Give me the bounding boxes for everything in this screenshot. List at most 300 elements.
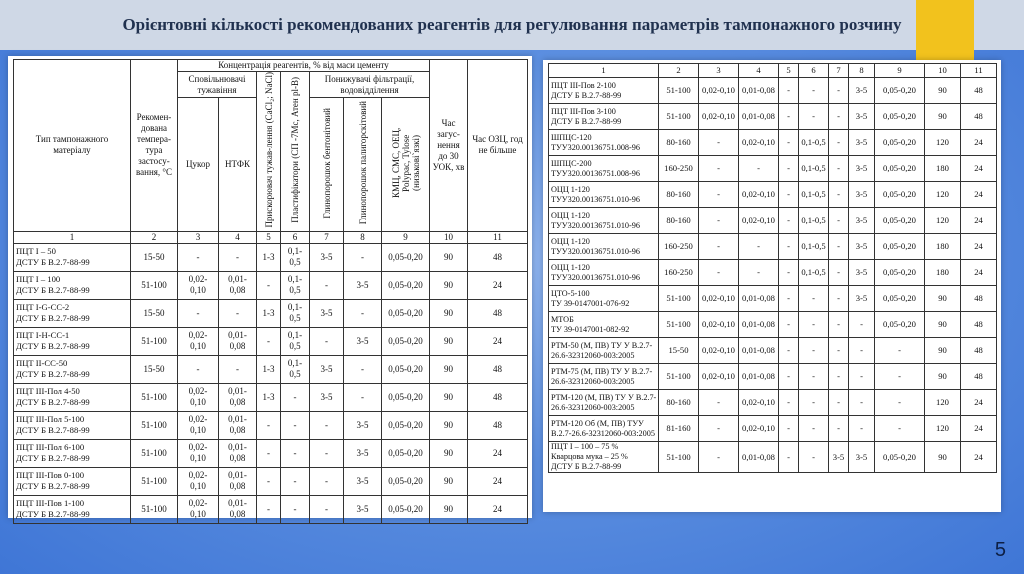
cell-text: 0,01-0,08 bbox=[742, 85, 775, 95]
cell-col7 bbox=[829, 208, 849, 234]
cell-text: 0,05-0,20 bbox=[388, 279, 423, 290]
cell-ntfk bbox=[739, 312, 779, 338]
cell-text: 0,05-0,20 bbox=[883, 241, 916, 251]
cell-text: 0,02-0,10 bbox=[702, 371, 735, 381]
cell-text: - bbox=[267, 335, 270, 346]
cell-plasticizer bbox=[281, 271, 310, 299]
cell-temp bbox=[659, 286, 699, 312]
cell-col6 bbox=[799, 390, 829, 416]
cell-text: 0,1-0,5 bbox=[801, 241, 826, 251]
cell-text: 15-50 bbox=[668, 345, 689, 355]
cell-text: - bbox=[837, 423, 840, 433]
cell-oztc bbox=[468, 327, 528, 355]
cell-col7 bbox=[829, 286, 849, 312]
cell-thickening bbox=[925, 364, 961, 390]
cell-text: 0,10 bbox=[190, 509, 206, 520]
cell-text: 3-5 bbox=[855, 241, 868, 251]
cell-col5 bbox=[779, 130, 799, 156]
cell-col7 bbox=[829, 338, 849, 364]
cell-text: 0,01-0,08 bbox=[742, 451, 775, 462]
cell-text: 3-5 bbox=[356, 475, 369, 486]
cell-text: 48 bbox=[974, 85, 983, 95]
cell-col9 bbox=[875, 338, 925, 364]
cell-text: - bbox=[860, 397, 863, 407]
cell-col8 bbox=[849, 234, 875, 260]
cell-text: 24 bbox=[974, 189, 983, 199]
cell-text: 48 bbox=[974, 319, 983, 329]
cell-text: 0,02-0,10 bbox=[742, 189, 775, 199]
cell-text: - bbox=[757, 267, 760, 277]
cell-bentonite bbox=[310, 411, 344, 439]
cell-text: ОЦЦ 1-120 bbox=[551, 210, 590, 220]
cell-text: 24 bbox=[493, 279, 503, 290]
cell-sugar bbox=[178, 299, 219, 327]
cell-ntfk bbox=[739, 390, 779, 416]
cell-text: 90 bbox=[444, 503, 454, 514]
cell-material bbox=[549, 234, 659, 260]
cell-ntfk bbox=[219, 299, 257, 327]
cell-col5 bbox=[779, 260, 799, 286]
cell-col8 bbox=[849, 130, 875, 156]
header-temp: Рекомен-дована темпера-тура застосу-вання, °С bbox=[131, 60, 178, 232]
cell-text: 0,05-0,20 bbox=[883, 85, 916, 95]
cell-temp bbox=[131, 299, 178, 327]
cell-text: 0,05-0,20 bbox=[388, 419, 423, 430]
cell-text: - bbox=[787, 189, 790, 199]
cell-text: - bbox=[837, 215, 840, 225]
cell-thickening bbox=[925, 286, 961, 312]
cell-text: 90 bbox=[444, 363, 454, 374]
cell-col9 bbox=[875, 234, 925, 260]
cell-ntfk bbox=[739, 364, 779, 390]
cell-text: 3-5 bbox=[855, 451, 868, 462]
cell-plasticizer bbox=[281, 439, 310, 467]
cell-material bbox=[14, 495, 131, 523]
cell-text: - bbox=[757, 163, 760, 173]
cell-text: - bbox=[236, 251, 239, 262]
cell-text: ТУУ320.00136751.008-96 bbox=[551, 142, 640, 152]
cell-text: - bbox=[898, 423, 901, 433]
cell-text: 48 bbox=[493, 419, 503, 430]
cell-text: ЦТО-5-100 bbox=[551, 288, 590, 298]
cell-col9 bbox=[875, 78, 925, 104]
cell-text: 90 bbox=[444, 447, 454, 458]
cell-oztc bbox=[961, 364, 997, 390]
cell-text: - bbox=[812, 111, 815, 121]
cell-ntfk bbox=[739, 442, 779, 473]
cell-col8 bbox=[849, 416, 875, 442]
cell-temp bbox=[131, 355, 178, 383]
cell-text: РТМ-120 (М, ПВ) ТУ У В.2.7- bbox=[551, 392, 657, 402]
cell-text: 0,02-0,10 bbox=[742, 423, 775, 433]
cell-text: - bbox=[361, 307, 364, 318]
cell-sugar bbox=[699, 234, 739, 260]
cell-text: ДСТУ Б В.2.7-88-99 bbox=[16, 285, 90, 296]
cell-col6 bbox=[799, 78, 829, 104]
cell-sugar bbox=[699, 390, 739, 416]
cell-temp bbox=[659, 260, 699, 286]
cell-text: - bbox=[787, 137, 790, 147]
table-row bbox=[14, 299, 528, 327]
cell-text: - bbox=[717, 215, 720, 225]
cell-text: 0,10 bbox=[190, 341, 206, 352]
cell-material bbox=[549, 286, 659, 312]
cell-accelerator bbox=[257, 439, 281, 467]
cell-ntfk bbox=[739, 182, 779, 208]
cell-col7 bbox=[829, 364, 849, 390]
cell-text: 0,02-0,10 bbox=[702, 293, 735, 303]
cell-text: ОЦЦ 1-120 bbox=[551, 184, 590, 194]
cell-col6 bbox=[799, 286, 829, 312]
cell-text: РТМ-120 Об (М, ПВ) ТУУ bbox=[551, 418, 644, 428]
cell-text: 48 bbox=[974, 293, 983, 303]
cell-material bbox=[549, 182, 659, 208]
cell-cmc bbox=[382, 355, 430, 383]
cell-ntfk bbox=[219, 495, 257, 523]
cell-text: 3-5 bbox=[832, 451, 845, 462]
cell-ntfk bbox=[739, 208, 779, 234]
cell-thickening bbox=[430, 271, 468, 299]
cell-col7 bbox=[829, 390, 849, 416]
cell-ntfk bbox=[219, 271, 257, 299]
cell-thickening bbox=[430, 327, 468, 355]
cell-text: 51-100 bbox=[141, 503, 167, 514]
cell-palygorskite bbox=[344, 411, 382, 439]
cell-col7 bbox=[829, 416, 849, 442]
cell-col7 bbox=[829, 260, 849, 286]
cell-text: 0,08 bbox=[229, 453, 246, 464]
cell-col9 bbox=[875, 208, 925, 234]
cell-oztc bbox=[468, 383, 528, 411]
cell-oztc bbox=[961, 416, 997, 442]
cell-oztc bbox=[961, 104, 997, 130]
cell-oztc bbox=[961, 338, 997, 364]
table-row bbox=[549, 442, 997, 473]
cell-bentonite bbox=[310, 327, 344, 355]
cell-text: - bbox=[787, 423, 790, 433]
cell-text: - bbox=[837, 371, 840, 381]
cell-text: ДСТУ Б В.2.7-88-99 bbox=[551, 90, 622, 100]
cell-thickening bbox=[925, 312, 961, 338]
cell-cmc bbox=[382, 411, 430, 439]
cell-text: 24 bbox=[493, 447, 503, 458]
cell-thickening bbox=[925, 338, 961, 364]
cell-ntfk bbox=[219, 327, 257, 355]
cell-text: ТУУ320.00136751.010-96 bbox=[551, 246, 640, 256]
cell-text: - bbox=[812, 85, 815, 95]
cell-sugar bbox=[699, 156, 739, 182]
cell-text: 0,05-0,20 bbox=[883, 111, 916, 121]
cell-temp bbox=[131, 439, 178, 467]
cell-thickening bbox=[925, 156, 961, 182]
cell-text: - bbox=[717, 137, 720, 147]
cell-thickening bbox=[925, 390, 961, 416]
cell-text: - bbox=[787, 345, 790, 355]
cell-text: 0,02- bbox=[188, 386, 208, 397]
cell-text: 0,1-0,5 bbox=[801, 137, 826, 147]
cell-col7 bbox=[829, 182, 849, 208]
cell-text: 0,01- bbox=[228, 274, 247, 285]
cell-text: - bbox=[293, 447, 297, 458]
cell-bentonite bbox=[310, 271, 344, 299]
cell-material bbox=[14, 383, 131, 411]
cell-text: 24 bbox=[974, 423, 983, 433]
cell-palygorskite bbox=[344, 243, 382, 271]
cell-text: 0,05-0,20 bbox=[388, 391, 423, 402]
cell-text: МТОБ bbox=[551, 314, 574, 324]
cell-text: 0,01- bbox=[228, 470, 247, 481]
cell-thickening bbox=[430, 383, 468, 411]
cell-text: 51-100 bbox=[666, 111, 691, 121]
cell-col9 bbox=[875, 156, 925, 182]
cell-text: 90 bbox=[444, 307, 454, 318]
cell-text: - bbox=[860, 345, 863, 355]
cell-text: 0,1-0,5 bbox=[287, 358, 303, 380]
cell-ntfk bbox=[739, 338, 779, 364]
cell-text: - bbox=[787, 293, 790, 303]
cell-text: ДСТУ Б В.2.7-88-99 bbox=[16, 481, 90, 492]
cell-text: 51-100 bbox=[666, 371, 691, 381]
cell-material bbox=[14, 355, 131, 383]
cell-col8 bbox=[849, 104, 875, 130]
cell-text: ТУУ320.00136751.010-96 bbox=[551, 194, 640, 204]
cell-material bbox=[14, 411, 131, 439]
cell-temp bbox=[131, 243, 178, 271]
cell-text: ПЦТ ІІІ-Пол 6-100 bbox=[16, 442, 85, 453]
cell-sugar bbox=[699, 130, 739, 156]
cell-text: 3-5 bbox=[855, 85, 868, 95]
header-palygorskite: Глинопорошок палигорскітовий bbox=[344, 98, 382, 231]
cell-text: ПЦТ І – 100 bbox=[16, 274, 61, 285]
table-row bbox=[549, 130, 997, 156]
cell-material bbox=[549, 364, 659, 390]
cell-text: - bbox=[812, 451, 815, 462]
slide-title: Орієнтовні кількості рекомендованих реагентів для регулювання параметрів тампонажного розчину bbox=[122, 15, 902, 34]
cell-col8 bbox=[849, 312, 875, 338]
cell-temp bbox=[131, 495, 178, 523]
cell-text: ПЦТ ІІІ-Пов 0-100 bbox=[16, 470, 85, 481]
cell-oztc bbox=[468, 299, 528, 327]
cell-col5 bbox=[779, 208, 799, 234]
cell-material bbox=[14, 299, 131, 327]
cell-material bbox=[549, 338, 659, 364]
cell-text: - bbox=[812, 371, 815, 381]
cell-material bbox=[549, 442, 659, 473]
header-oztc-time: Час ОЗЦ, год не більше bbox=[468, 60, 528, 232]
cell-material bbox=[549, 208, 659, 234]
cell-col7 bbox=[829, 104, 849, 130]
cell-sugar bbox=[699, 182, 739, 208]
left-table-sheet bbox=[8, 56, 532, 518]
cell-col5 bbox=[779, 182, 799, 208]
cell-thickening bbox=[430, 299, 468, 327]
cell-col6 bbox=[799, 442, 829, 473]
cell-col9 bbox=[875, 182, 925, 208]
table-row bbox=[14, 355, 528, 383]
cell-cmc bbox=[382, 495, 430, 523]
cell-col5 bbox=[779, 338, 799, 364]
cell-text: 0,01-0,08 bbox=[742, 371, 775, 381]
cell-text: 90 bbox=[444, 335, 454, 346]
cell-text: 24 bbox=[974, 267, 983, 277]
cell-cmc bbox=[382, 271, 430, 299]
cell-ntfk bbox=[739, 416, 779, 442]
cell-text: 0,1-0,5 bbox=[287, 274, 303, 296]
table-row bbox=[549, 312, 997, 338]
cell-text: - bbox=[860, 423, 863, 433]
cell-text: ПЦТ ІІІ-Пов 3-100 bbox=[551, 106, 616, 116]
cell-text: 0,05-0,20 bbox=[388, 447, 423, 458]
cell-temp bbox=[659, 182, 699, 208]
cell-text: - bbox=[717, 241, 720, 251]
cell-text: 0,08 bbox=[229, 397, 246, 408]
cell-temp bbox=[659, 130, 699, 156]
cell-col8 bbox=[849, 338, 875, 364]
cell-text: ТУ 39-0147001-082-92 bbox=[551, 324, 630, 334]
cell-text: 0,08 bbox=[229, 425, 246, 436]
cell-plasticizer bbox=[281, 243, 310, 271]
cell-text: 0,1-0,5 bbox=[801, 189, 826, 199]
cell-sugar bbox=[699, 104, 739, 130]
cell-text: 0,02-0,10 bbox=[742, 137, 775, 147]
cell-bentonite bbox=[310, 439, 344, 467]
cell-col9 bbox=[875, 416, 925, 442]
cell-text: - bbox=[837, 397, 840, 407]
cell-thickening bbox=[430, 411, 468, 439]
cell-sugar bbox=[699, 442, 739, 473]
table-row bbox=[549, 156, 997, 182]
cell-text: - bbox=[717, 423, 720, 433]
cell-temp bbox=[659, 208, 699, 234]
cell-text: 120 bbox=[936, 397, 949, 407]
cell-ntfk bbox=[739, 130, 779, 156]
cell-text: - bbox=[267, 503, 270, 514]
right-table-sheet bbox=[543, 60, 1001, 512]
cell-temp bbox=[659, 104, 699, 130]
cell-material bbox=[14, 439, 131, 467]
cell-text: 3-5 bbox=[855, 111, 868, 121]
cell-text: - bbox=[837, 111, 840, 121]
table-row bbox=[14, 271, 528, 299]
cell-palygorskite bbox=[344, 495, 382, 523]
cell-sugar bbox=[178, 327, 219, 355]
cell-col7 bbox=[829, 442, 849, 473]
cell-col9 bbox=[875, 312, 925, 338]
cell-text: 48 bbox=[493, 391, 503, 402]
cell-text: - bbox=[196, 363, 200, 374]
cell-text: 0,01- bbox=[228, 386, 247, 397]
cell-text: 160-250 bbox=[664, 163, 693, 173]
cell-plasticizer bbox=[281, 495, 310, 523]
cell-text: 51-100 bbox=[141, 279, 167, 290]
cell-text: 0,01-0,08 bbox=[742, 319, 775, 329]
cell-text: 80-160 bbox=[666, 397, 691, 407]
table-row bbox=[14, 243, 528, 271]
cell-text: 0,01- bbox=[228, 414, 247, 425]
cell-text: - bbox=[812, 397, 815, 407]
cell-temp bbox=[131, 327, 178, 355]
header-material: Тип тампонажного матеріалу bbox=[14, 60, 131, 232]
cell-text: 0,01- bbox=[228, 442, 247, 453]
cell-cmc bbox=[382, 243, 430, 271]
cell-text: - bbox=[787, 215, 790, 225]
cell-text: 51-100 bbox=[141, 447, 167, 458]
cell-col8 bbox=[849, 260, 875, 286]
cell-ntfk bbox=[219, 439, 257, 467]
cell-material bbox=[549, 390, 659, 416]
cell-text: 1-3 bbox=[262, 363, 275, 374]
cell-material bbox=[14, 243, 131, 271]
cell-text: 90 bbox=[938, 345, 947, 355]
cell-text: 180 bbox=[936, 241, 949, 251]
cell-temp bbox=[659, 390, 699, 416]
cell-text: 0,08 bbox=[229, 341, 246, 352]
cell-text: 0,05-0,20 bbox=[388, 251, 423, 262]
cell-text: 24 bbox=[493, 475, 503, 486]
cell-thickening bbox=[925, 442, 961, 473]
cell-material bbox=[549, 260, 659, 286]
cell-text: - bbox=[787, 319, 790, 329]
cell-plasticizer bbox=[281, 411, 310, 439]
cell-text: 3-5 bbox=[320, 391, 333, 402]
cell-accelerator bbox=[257, 467, 281, 495]
cell-text: 90 bbox=[938, 85, 947, 95]
cell-text: 48 bbox=[493, 363, 503, 374]
cell-text: 3-5 bbox=[356, 447, 369, 458]
cell-sugar bbox=[178, 439, 219, 467]
cell-col9 bbox=[875, 104, 925, 130]
cell-text: - bbox=[787, 371, 790, 381]
cell-col9 bbox=[875, 364, 925, 390]
cell-col5 bbox=[779, 286, 799, 312]
cell-plasticizer bbox=[281, 327, 310, 355]
cell-ntfk bbox=[739, 260, 779, 286]
page-number: 5 bbox=[994, 539, 1006, 561]
cell-text: - bbox=[267, 419, 270, 430]
cell-text: 48 bbox=[974, 111, 983, 121]
cell-text: 90 bbox=[444, 391, 454, 402]
cell-text: ТУ 39-0147001-076-92 bbox=[551, 298, 630, 308]
cell-sugar bbox=[178, 411, 219, 439]
cell-text: 0,1-0,5 bbox=[287, 246, 303, 268]
cell-ntfk bbox=[219, 383, 257, 411]
cell-text: 0,05-0,20 bbox=[883, 319, 916, 329]
cell-cmc bbox=[382, 439, 430, 467]
cell-text: 0,1-0,5 bbox=[801, 163, 826, 173]
cell-col5 bbox=[779, 104, 799, 130]
cell-text: - bbox=[860, 319, 863, 329]
cell-thickening bbox=[430, 243, 468, 271]
cell-material bbox=[14, 271, 131, 299]
cell-thickening bbox=[430, 439, 468, 467]
cell-text: 180 bbox=[936, 267, 949, 277]
cell-text: 15-50 bbox=[143, 251, 165, 262]
cell-text: 3-5 bbox=[320, 363, 333, 374]
cell-text: 1-3 bbox=[262, 307, 275, 318]
cell-text: 15-50 bbox=[143, 363, 165, 374]
cell-temp bbox=[131, 411, 178, 439]
cell-oztc bbox=[961, 182, 997, 208]
cell-sugar bbox=[699, 364, 739, 390]
cell-col7 bbox=[829, 130, 849, 156]
header-sugar: Цукор bbox=[178, 98, 219, 231]
header-filtration: Понижувачі фільтрації, водовідділення bbox=[310, 72, 430, 98]
cell-text: 90 bbox=[444, 279, 454, 290]
cell-text: 80-160 bbox=[666, 137, 691, 147]
cell-col7 bbox=[829, 78, 849, 104]
cell-col8 bbox=[849, 182, 875, 208]
cell-col6 bbox=[799, 364, 829, 390]
